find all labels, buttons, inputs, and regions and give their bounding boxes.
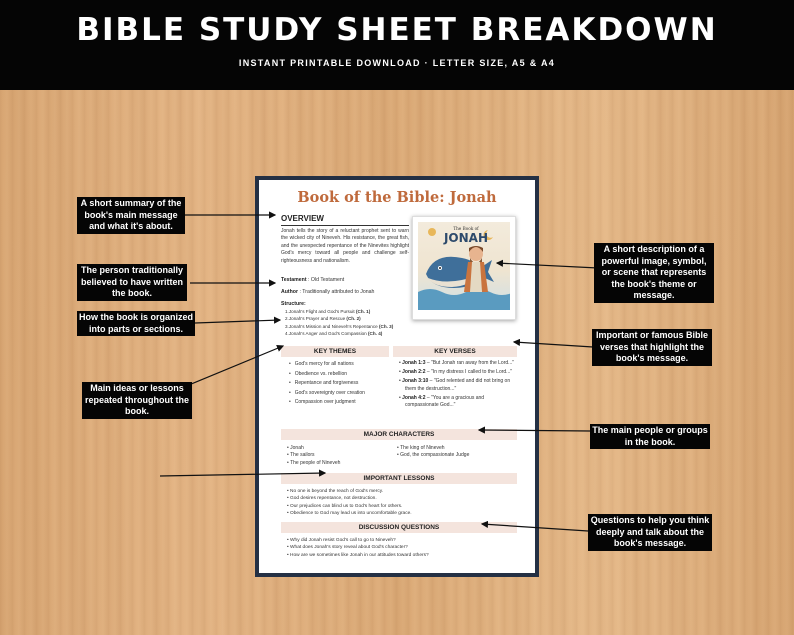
author-line — [281, 289, 374, 295]
callout-overview: A short summary of the book's main message and what it's about. — [77, 197, 185, 234]
list-item: • Repentance and forgiveness — [289, 379, 365, 389]
list-item: • Jonah 2:2 – "In my distress I called to the Lord..." — [399, 369, 517, 377]
callout-characters: The main people or groups in the book. — [590, 424, 710, 449]
overview-text: Jonah tells the story of a reluctant prophet sent to warn the wicked city of Nineveh. His resistance, the great fish, and the unexpected repentance of the Ninevites highlight God's mercy toward all people and challenge self-righteousness and nationalism. — [281, 228, 409, 264]
overview-heading: OVERVIEW — [281, 214, 324, 223]
key-verses-heading: KEY VERSES — [393, 346, 517, 357]
list-item: • Why did Jonah resist God's call to go to Nineveh? — [287, 537, 429, 544]
key-themes-heading: KEY THEMES — [281, 346, 389, 357]
list-item: • No one is beyond the reach of God's mercy. — [287, 488, 412, 495]
list-item: • The king of Nineveh — [397, 445, 469, 452]
lessons-list — [287, 488, 412, 517]
sheet-title: Book of the Bible: Jonah — [297, 189, 497, 206]
author-value: : Traditionally attributed to Jonah — [299, 289, 375, 295]
callout-verses: Important or famous Bible verses that highlight the book's message. — [592, 329, 712, 366]
callout-themes: Main ideas or lessons repeated throughout the book. — [82, 382, 192, 419]
page-title: BIBLE STUDY SHEET BREAKDOWN — [76, 12, 718, 48]
list-item: • God desires repentance, not destruction. — [287, 495, 412, 502]
page-subtitle: INSTANT PRINTABLE DOWNLOAD · LETTER SIZE, A5 & A4 — [238, 58, 556, 68]
page-header — [0, 0, 794, 90]
list-item: • God's sovereignty over creation — [289, 389, 365, 399]
discussion-questions-heading: DISCUSSION QUESTIONS — [281, 522, 517, 533]
callout-structure: How the book is organized into parts or sections. — [77, 311, 195, 336]
callout-author: The person traditionally believed to have written the book. — [77, 264, 187, 301]
callout-questions: Questions to help you think deeply and talk about the book's message. — [588, 514, 712, 551]
study-sheet — [255, 176, 539, 577]
structure-item: 4.Jonah's Anger and God's Compassion (Ch. 4) — [285, 330, 383, 336]
list-item: • Obedience vs. rebellion — [289, 370, 365, 380]
overview-divider — [281, 225, 409, 226]
list-item: • The sailors — [287, 452, 340, 459]
author-label: Author — [281, 289, 298, 295]
list-item: • Jonah 4:2 – "You are a gracious and compassionate God..." — [399, 395, 517, 410]
jonah-whale-illustration — [418, 222, 510, 310]
book-illustration-frame — [412, 216, 516, 320]
characters-right-list — [397, 445, 469, 460]
list-item: • Jonah 3:10 – "God relented and did not bring on them the destruction..." — [399, 378, 517, 393]
callout-image: A short description of a powerful image, symbol, or scene that represents the book's theme or message. — [594, 243, 714, 303]
structure-item: 2.Jonah's Prayer and Rescue (Ch. 2) — [285, 316, 361, 322]
list-item: • How are we sometimes like Jonah in our attitudes toward others? — [287, 552, 429, 559]
list-item: • Jonah 1:3 – "But Jonah ran away from the Lord..." — [399, 360, 517, 368]
important-lessons-heading: IMPORTANT LESSONS — [281, 473, 517, 484]
structure-list — [285, 308, 393, 337]
list-item: • Compassion over judgment — [289, 398, 365, 408]
list-item: • Obedience to God may lead us into uncomfortable grace. — [287, 510, 412, 517]
list-item: • What does Jonah's story reveal about God's character? — [287, 544, 429, 551]
list-item: • God, the compassionate Judge — [397, 452, 469, 459]
structure-item: 3.Jonah's Mission and Nineveh's Repentance (Ch. 3) — [285, 323, 394, 329]
key-themes-list — [289, 360, 365, 408]
testament-label: Testament — [281, 277, 307, 283]
list-item: • Jonah — [287, 445, 340, 452]
whale-icon — [418, 222, 510, 310]
testament-value: : Old Testament — [308, 277, 345, 283]
key-verses-list — [399, 360, 517, 412]
structure-item: 1.Jonah's Flight and God's Pursuit (Ch. 1) — [285, 309, 371, 314]
illustration-title: JONAH — [443, 231, 489, 245]
list-item: • God's mercy for all nations — [289, 360, 365, 370]
illustration-subtitle: The Book of — [453, 226, 479, 231]
questions-list — [287, 537, 429, 559]
list-item: • Our prejudices can blind us to God's heart for others. — [287, 503, 412, 510]
structure-heading: Structure: — [281, 301, 306, 307]
testament-line — [281, 277, 344, 283]
major-characters-heading: MAJOR CHARACTERS — [281, 429, 517, 440]
list-item: • The people of Nineveh — [287, 460, 340, 467]
characters-left-list — [287, 445, 340, 467]
